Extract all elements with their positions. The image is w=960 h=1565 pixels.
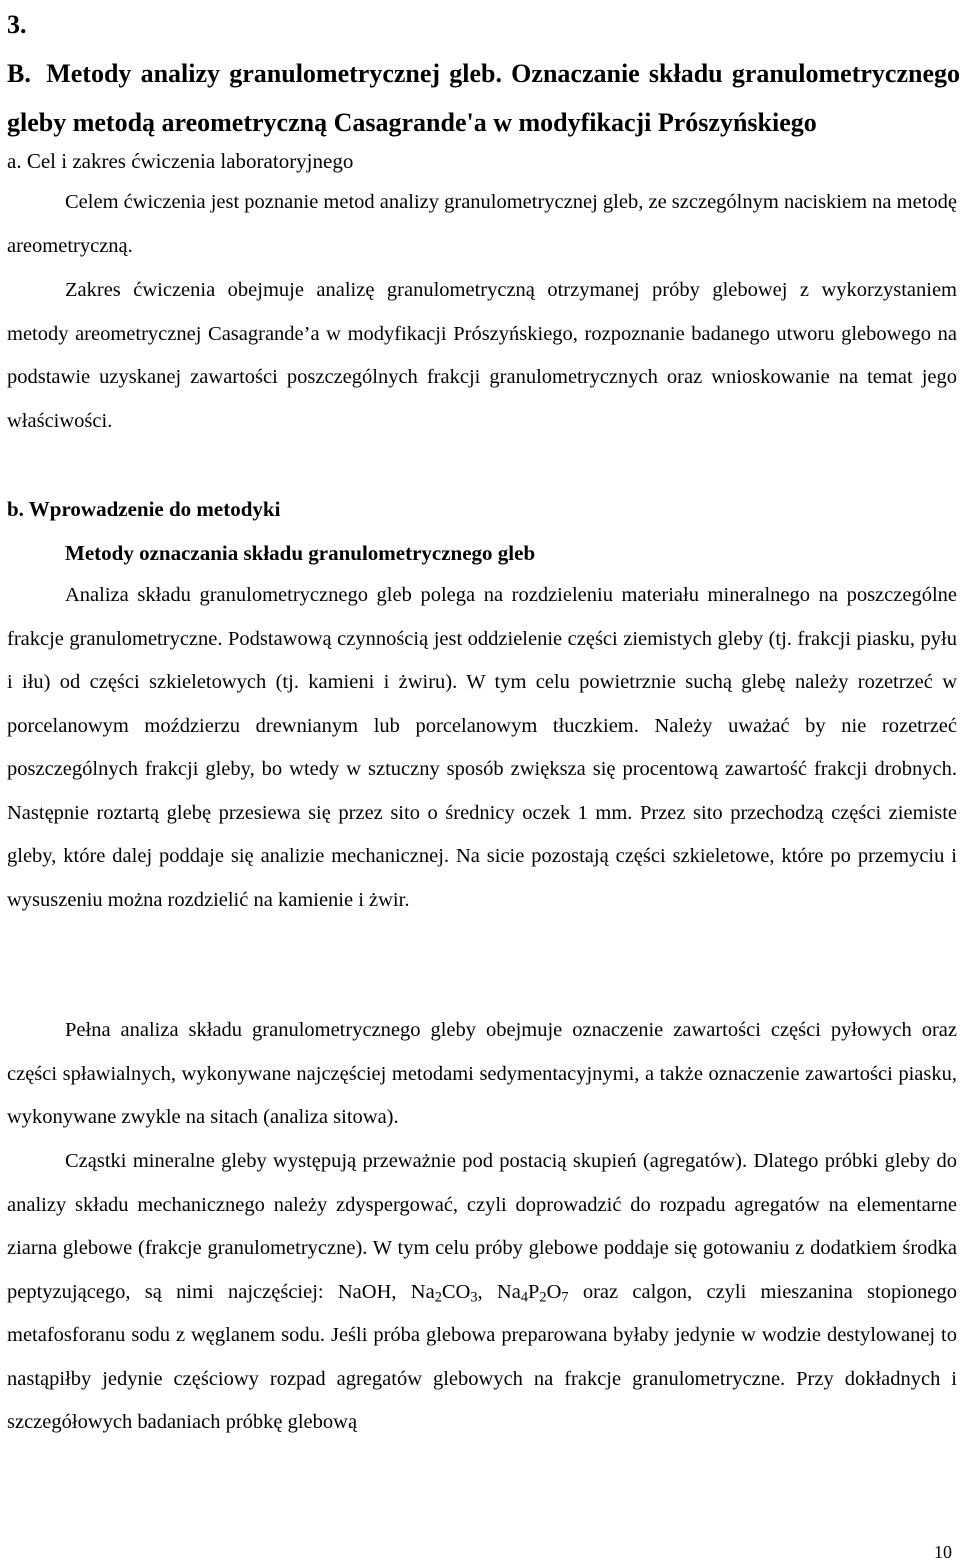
section-title xyxy=(7,0,960,147)
dispersion-text-1: Cząstki mineralne gleby występują przeważnie pod postacią skupień (agregatów). Dlatego próbki gleby do analizy składu mechanicznego należy zdyspergować, czyli doprowadzić do rozpadu agregatów na elementarne ziarna glebowe (frakcje granulometryczne). W tym celu próby glebowe poddaje się gotowaniu z dodatkiem środka peptyzującego, są nimi najczęściej: NaOH, Na xyxy=(7,1150,957,1303)
dispersion-text-5: O xyxy=(546,1280,562,1303)
section-number: 3. B. xyxy=(7,10,31,88)
dispersion-text-2: CO xyxy=(441,1280,471,1303)
paragraph-dispersion xyxy=(7,1140,957,1445)
paragraph-scope: Zakres ćwiczenia obejmuje analizę granulometryczną otrzymanej próby glebowej z wykorzystaniem metody areometrycznej Casagrande’a w modyfikacji Prószyńskiego, rozpoznanie badanego utworu glebowego na podstawie uzyskanej zawartości poszczególnych frakcji granulometrycznych oraz wnioskowanie na temat jego właściwości. xyxy=(7,279,957,432)
dispersion-text-3: , Na xyxy=(477,1280,521,1303)
paragraph-full-analysis: Pełna analiza składu granulometrycznego gleby obejmuje oznaczenie zawartości części pyłowych oraz części spławialnych, wykonywane najczęściej metodami sedymentacyjnymi, a także oznaczenie zawartości piasku, wykonywane zwykle na sitach (analiza sitowa). xyxy=(7,1019,957,1128)
subscript-o7: 7 xyxy=(561,1289,569,1306)
section-title-text: Metody analizy granulometrycznej gleb. Oznaczanie składu granulometrycznego gleby metodą areometryczną Casagrande'a w modyfikacji Prószyńskiego xyxy=(7,59,960,137)
paragraph-analysis-intro: Analiza składu granulometrycznego gleb polega na rozdzieleniu materiału mineralnego na poszczególne frakcje granulometryczne. Podstawową czynnością jest oddzielenie części ziemistych gleby (tj. frakcji piasku, pyłu i iłu) od części szkieletowych (tj. kamieni i żwiru). W tym celu powietrznie suchą glebę należy rozetrzeć w porcelanowym moździerzu drewnianym lub porcelanowym tłuczkiem. Należy uważać by nie rozetrzeć poszczególnych frakcji gleby, bo wtedy w sztuczny sposób zwiększa się procentową zawartość frakcji drobnych. Następnie roztartą glebę przesiewa się przez sito o średnicy oczek 1 mm. Przez sito przechodzą części ziemiste gleby, które dalej poddaje się analizie mechanicznej. Na sicie pozostają części szkieletowe, które po przemyciu i wysuszeniu można rozdzielić na kamienie i żwir. xyxy=(7,584,957,911)
dispersion-text-6: oraz calgon, czyli mieszanina stopionego metafosforanu sodu z węglanem sodu. Jeśli próba glebowa preparowana byłaby jedynie w wodzie destylowanej to nastąpiłby jedynie częściowy rozpad agregatów glebowych na frakcje granulometryczne. Przy dokładnych i szczegółowych badaniach próbkę glebową xyxy=(7,1280,958,1433)
subsection-b-subheading: Metody oznaczania składu granulometrycznego gleb xyxy=(65,541,536,565)
subscript-na4: 4 xyxy=(520,1289,529,1306)
subsection-b-heading: b. Wprowadzenie do metodyki xyxy=(7,497,281,521)
dispersion-text-4: P xyxy=(528,1280,540,1303)
subsection-a-heading: a. Cel i zakres ćwiczenia laboratoryjnego xyxy=(7,149,354,173)
subscript-na2: 2 xyxy=(434,1289,442,1306)
subscript-p2: 2 xyxy=(539,1289,547,1306)
paragraph-goal: Celem ćwiczenia jest poznanie metod analizy granulometrycznej gleb, ze szczególnym naciskiem na metodę areometryczną. xyxy=(7,191,957,257)
subscript-co3: 3 xyxy=(470,1289,478,1306)
page-number: 10 xyxy=(934,1542,952,1562)
